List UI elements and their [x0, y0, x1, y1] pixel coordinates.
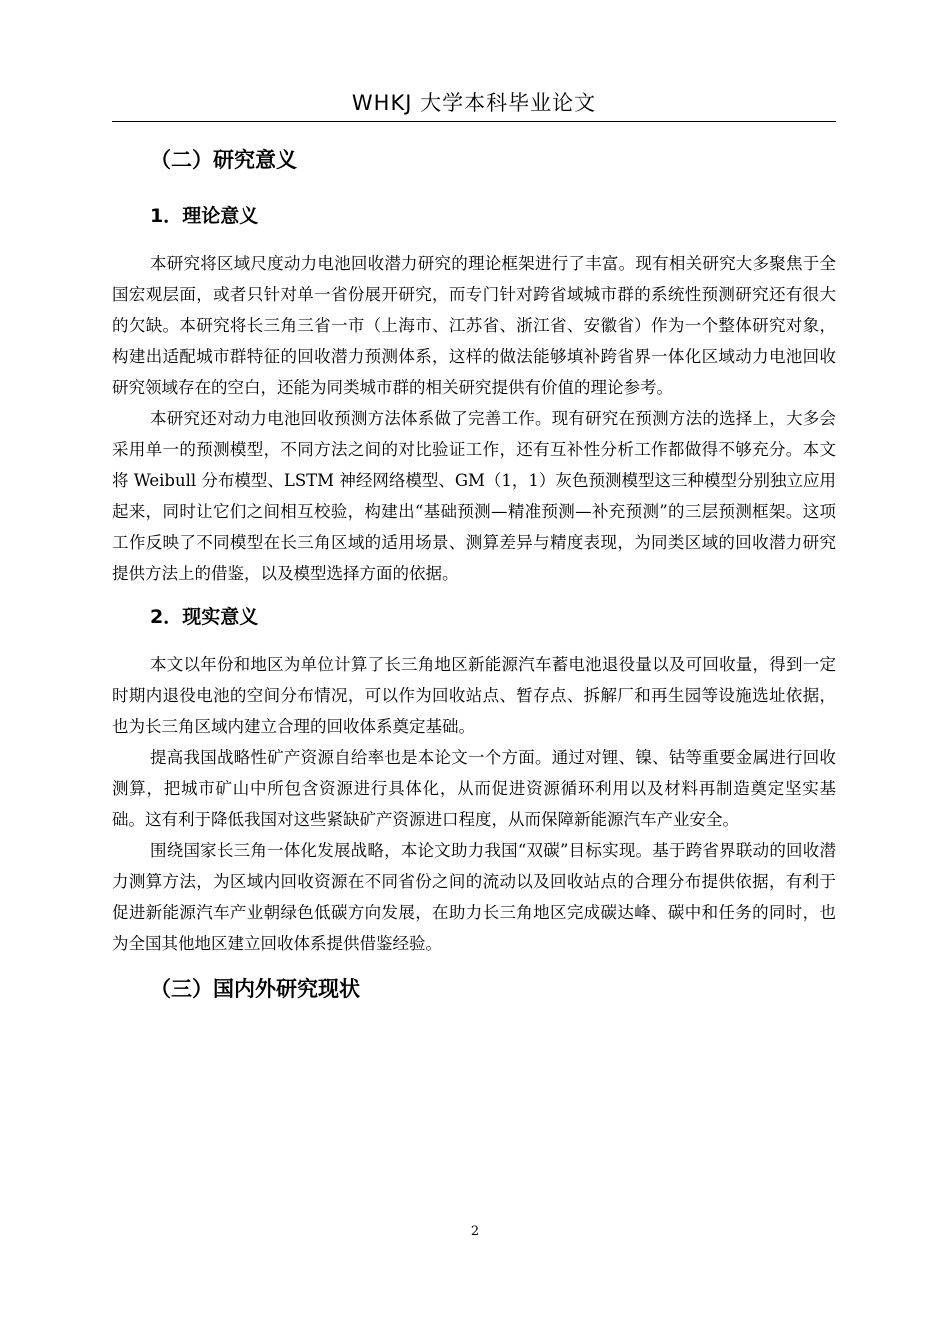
paragraph: 本研究还对动力电池回收预测方法体系做了完善工作。现有研究在预测方法的选择上，大多会采用单一的预测模型，不同方法之间的对比验证工作，还有互补性分析工作都做得不够充分。本文将 Weibull 分布模型、LSTM 神经网络模型、GM（1，1）灰色预测模型这三种模型分别独立应用起来，同时让它们之间相互校验，构建出“基础预测—精准预测—补充预测”的三层预测框架。这项工作反映了不同模型在长三角区域的适用场景、测算差异与精度表现，为同类区域的回收潜力研究提供方法上的借鉴，以及模型选择方面的依据。: [112, 409, 836, 583]
paragraph: 围绕国家长三角一体化发展战略，本论文助力我国“双碳”目标实现。基于跨省界联动的回收潜力测算方法，为区域内回收资源在不同省份之间的流动以及回收站点的合理分布提供依据，有利于促进新能源汽车产业朝绿色低碳方向发展，在助力长三角地区完成碳达峰、碳中和任务的同时，也为全国其他地区建立回收体系提供借鉴经验。: [112, 841, 836, 953]
section-heading-research-significance: （二）研究意义: [150, 148, 297, 172]
subsection-heading-theoretical: 1．理论意义: [150, 205, 259, 227]
page-number: 2: [470, 1224, 480, 1239]
header-rule: [112, 121, 836, 122]
paragraph: 本文以年份和地区为单位计算了长三角地区新能源汽车蓄电池退役量以及可回收量，得到一定时期内退役电池的空间分布情况，可以作为回收站点、暂存点、拆解厂和再生园等设施选址依据，也为长三角区域内建立合理的回收体系奠定基础。: [112, 655, 836, 736]
paragraph: 提高我国战略性矿产资源自给率也是本论文一个方面。通过对锂、镍、钴等重要金属进行回收测算，把城市矿山中所包含资源进行具体化，从而促进资源循环利用以及材料再制造奠定坚实基础。这有利于降低我国对这些紧缺矿产资源进口程度，从而保障新能源汽车产业安全。: [112, 748, 836, 829]
section-heading-research-status: （三）国内外研究现状: [150, 977, 360, 1001]
page-body: [112, 140, 836, 1009]
running-header: WHKJ 大学本科毕业论文: [351, 91, 597, 115]
paragraph: 本研究将区域尺度动力电池回收潜力研究的理论框架进行了丰富。现有相关研究大多聚焦于全国宏观层面，或者只针对单一省份展开研究，而专门针对跨省域城市群的系统性预测研究还有很大的欠缺。本研究将长三角三省一市（上海市、江苏省、浙江省、安徽省）作为一个整体研究对象，构建出适配城市群特征的回收潜力预测体系，这样的做法能够填补跨省界一体化区域动力电池回收研究领域存在的空白，还能为同类城市群的相关研究提供有价值的理论参考。: [112, 254, 836, 397]
subsection-heading-practical: 2．现实意义: [150, 606, 259, 628]
